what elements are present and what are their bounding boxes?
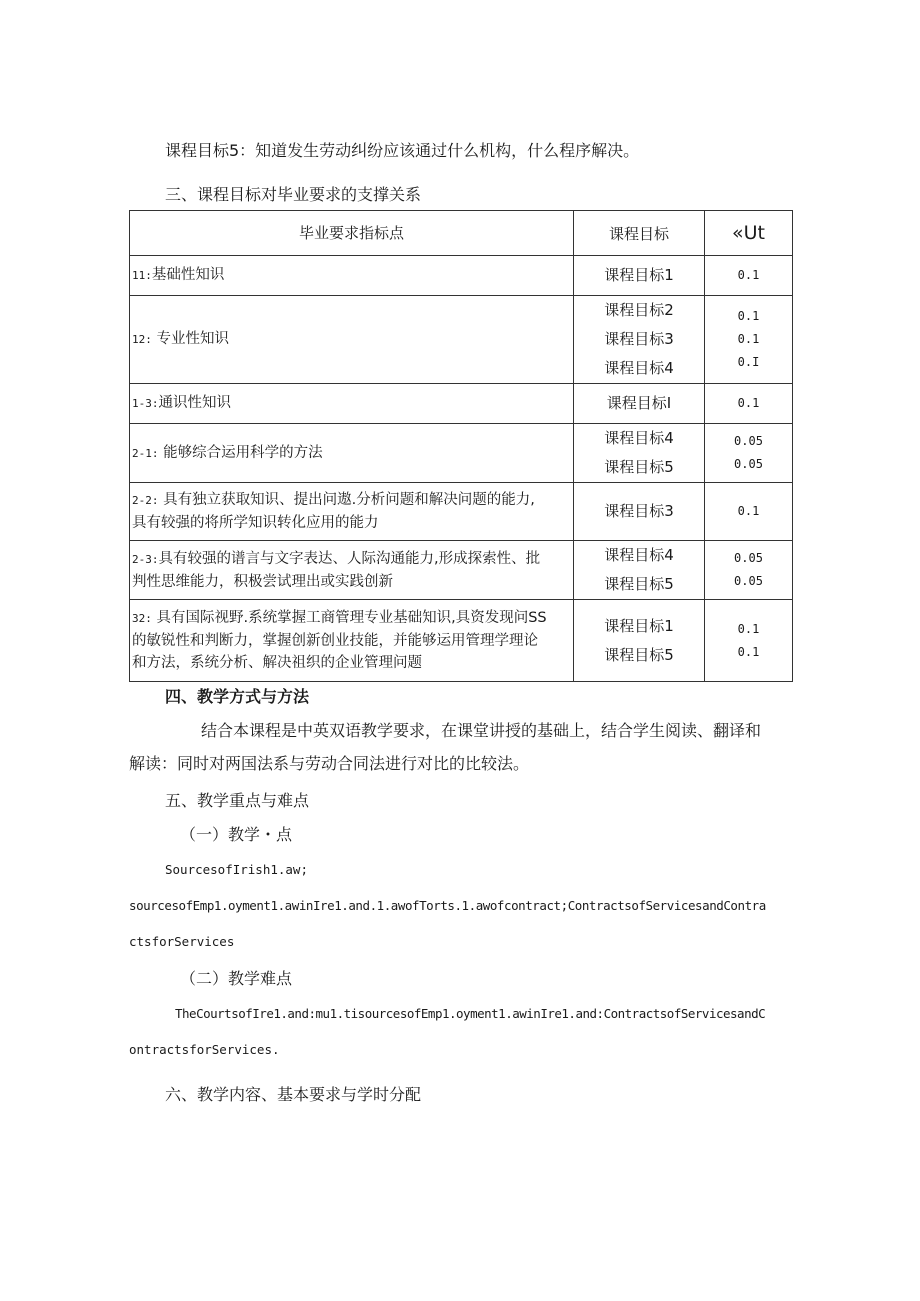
row-text-cont: 的敏锐性和判断力，掌握创新创业技能，并能够运用管理学理论 [132,633,538,649]
row-weight: 0.1 [737,396,760,410]
row-goal: 课程目标1 [604,616,674,635]
sub2-line2: ontractsforServices. [129,1042,280,1057]
row-weight: 0.05 [734,434,763,448]
row-code: 11: [132,269,152,282]
row-code: 2-2: [132,494,159,507]
row-code: 2-1: [132,446,159,460]
row-code: 2-3: [132,552,159,566]
table-row [130,296,793,384]
row-text: 通识性知识 [158,395,231,411]
row-text: 专业性知识 [156,331,229,347]
table-row [130,541,793,600]
row-text: 具有较强的谱言与文字表达、人际沟通能力,形成探索性、批 [158,550,541,567]
row-text: 具有独立获取知识、提出问遨.分析问题和解决问题的能力, [163,492,535,508]
row-weight: 0.I [737,355,760,369]
section-4-paragraph-line1: 结合本课程是中英双语教学要求，在课堂讲授的基础上，结合学生阅读、翻译和 [201,721,762,740]
section-4-title: 四、教学方式与方法 [165,687,310,706]
table-header-row [130,211,793,256]
row-text: 能够综合运用科学的方法 [163,444,323,461]
header-requirement: 毕业要求指标点 [130,211,574,256]
course-goal-5-line: 课程目标5：知道发生劳动纠纷应该通过什么机构，什么程序解决。 [165,141,640,160]
table-row [130,384,793,424]
row-goal: 课程目标4 [604,546,674,564]
table-row [130,256,793,296]
table-row [130,424,793,483]
subsection-1-title: （一）教学・点 [180,825,293,844]
row-goal: 课程目标2 [604,301,674,319]
sub1-line2: sourcesofEmp1.oyment1.awinIre1.and.1.awofTorts.1.awofcontract;ContractsofServicesandContra [129,898,766,913]
row-weight: 0.1 [737,268,760,282]
row-goal: 课程目标I [606,394,672,412]
row-goal: 课程目标5 [604,575,674,593]
row-text-cont: 具有较强的将所学知识转化应用的能力 [132,515,379,531]
section-6-title: 六、教学内容、基本要求与学时分配 [165,1085,422,1104]
row-goal: 课程目标5 [604,458,674,476]
sub2-line1: TheCourtsofIre1.and:mu1.tisourcesofEmp1.oyment1.awinIre1.and:ContractsofServicesandC [175,1006,766,1021]
header-weight: «Ut [705,211,793,256]
sub1-line1: SourcesofIrish1.aw; [165,862,308,877]
row-weight: 0.1 [737,504,760,518]
row-text: 具有国际视野.系统掌握工商管理专业基础知识,具资发现问SS [156,610,547,626]
row-weight: 0.1 [737,644,760,659]
row-weight: 0.1 [737,332,760,346]
row-weight: 0.05 [734,551,763,565]
row-weight: 0.1 [737,309,760,323]
row-goal: 课程目标1 [604,266,674,284]
row-text-cont: 判性思维能力，积极尝试理出或实践创新 [132,573,393,590]
table-row [130,600,793,682]
row-code: 1-3: [132,397,159,410]
row-goal: 课程目标3 [604,502,674,520]
row-weight: 0.1 [737,621,760,636]
row-weight: 0.05 [734,574,763,588]
section-4-paragraph-line2: 解读：同时对两国法系与劳动合同法进行对比的比较法。 [129,754,530,773]
row-goal: 课程目标5 [604,645,674,664]
table-row [130,483,793,541]
section-5-title: 五、教学重点与难点 [165,791,310,810]
row-text-cont: 和方法，系统分析、解决祖织的企业管理问题 [132,655,422,671]
support-table [129,210,793,682]
row-code: 12: [132,333,152,346]
row-goal: 课程目标3 [604,330,674,348]
sub1-line3: ctsforServices [129,934,235,949]
row-text: 基础性知识 [151,267,225,283]
row-goal: 课程目标4 [604,429,674,447]
row-code: 32: [132,612,152,625]
section-3-title: 三、课程目标对毕业要求的支撑关系 [165,185,422,204]
header-goal: 课程目标 [574,211,705,256]
subsection-2-title: （二）教学难点 [180,969,293,988]
row-goal: 课程目标4 [604,359,674,377]
row-weight: 0.05 [734,457,763,471]
